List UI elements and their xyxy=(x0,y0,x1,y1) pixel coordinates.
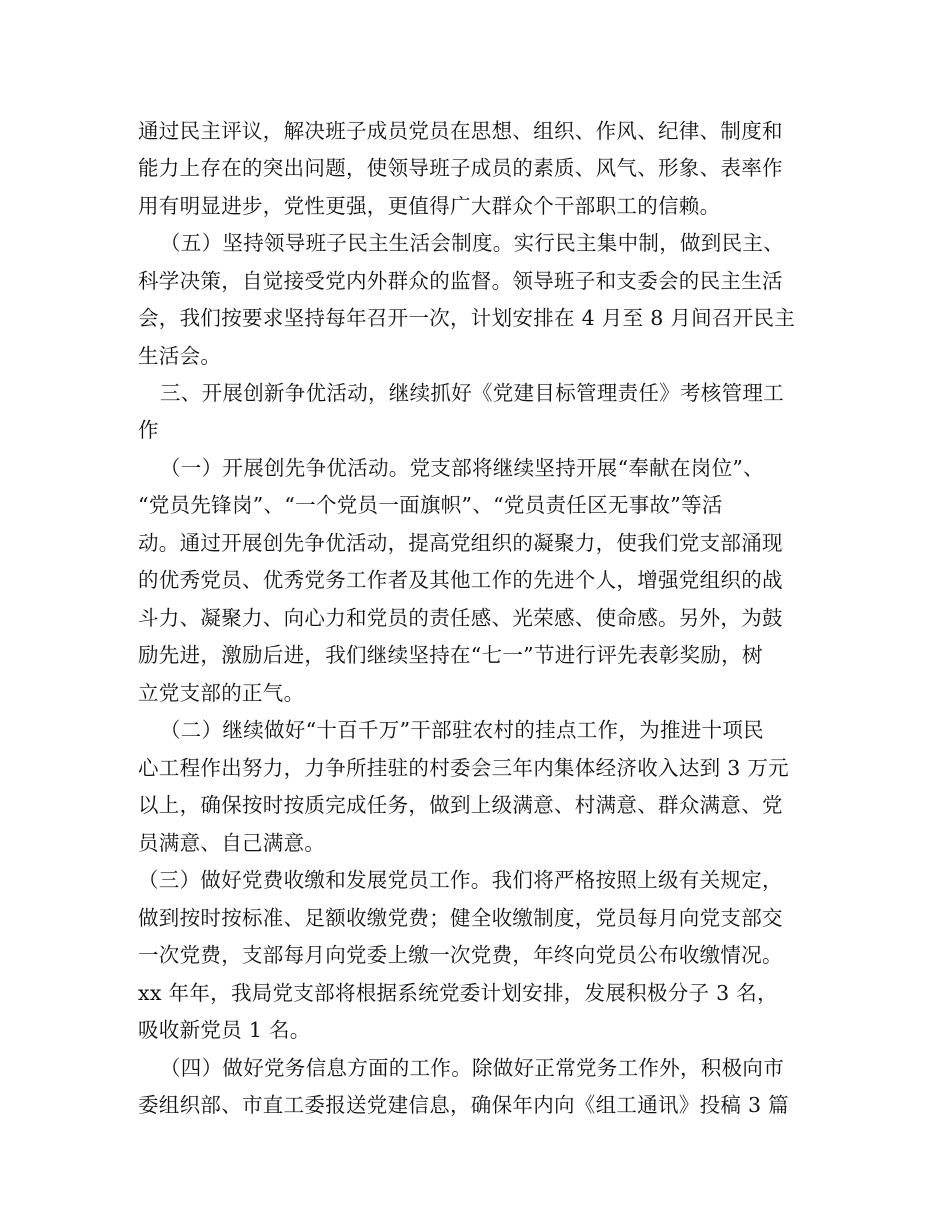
text-line-2: 能力上存在的突出问题，使领导班子成员的素质、风气、形象、表率作 xyxy=(138,156,783,180)
text-line-13: 的优秀党员、优秀党务工作者及其他工作的先进个人，增强党组织的战 xyxy=(138,568,783,592)
text-line-20: 员满意、自己满意。 xyxy=(138,831,326,855)
text-line-23: 一次党费，支部每月向党委上缴一次党费，年终向党员公布收缴情况。 xyxy=(138,943,783,967)
text-line-25: 吸收新党员 1 名。 xyxy=(138,1018,311,1042)
text-line-12: 动。通过开展创先争优活动，提高党组织的凝聚力，使我们党支部涌现 xyxy=(138,531,783,555)
text-line-19: 以上，确保按时按质完成任务，做到上级满意、村满意、群众满意、党 xyxy=(138,793,783,817)
text-line-1: 通过民主评议，解决班子成员党员在思想、组织、作风、纪律、制度和 xyxy=(138,119,783,143)
section-heading-3-cont: 作 xyxy=(138,418,159,442)
text-line-18: 心工程作出努力，力争所挂驻的村委会三年内集体经济收入达到 3 万元 xyxy=(138,756,789,780)
text-line-26: （四）做好党务信息方面的工作。除做好正常党务工作外，积极向市 xyxy=(160,1056,784,1080)
text-line-3: 用有明显进步，党性更强，更值得广大群众个干部职工的信赖。 xyxy=(138,194,721,218)
text-line-24: xx 年年，我局党支部将根据系统党委计划安排，发展积极分子 3 名， xyxy=(138,981,778,1005)
text-line-15: 励先进，激励后进，我们继续坚持在“七一”节进行评先表彰奖励，树 xyxy=(138,643,763,667)
section-heading-3: 三、开展创新争优活动，继续抓好《党建目标管理责任》考核管理工 xyxy=(160,381,784,405)
text-line-7: 生活会。 xyxy=(138,344,222,368)
text-line-11: “党员先锋岗”、“一个党员一面旗帜”、“党员责任区无事故”等活 xyxy=(138,493,723,517)
text-line-6: 会，我们按要求坚持每年召开一次，计划安排在 4 月至 8 月间召开民主 xyxy=(138,306,796,330)
text-line-22: 做到按时按标准、足额收缴党费；健全收缴制度，党员每月向党支部交 xyxy=(138,906,783,930)
text-line-14: 斗力、凝聚力、向心力和党员的责任感、光荣感、使命感。另外，为鼓 xyxy=(138,606,783,630)
text-line-27: 委组织部、市直工委报送党建信息，确保年内向《组工通讯》投稿 3 篇 xyxy=(138,1093,789,1117)
text-line-16: 立党支部的正气。 xyxy=(138,681,305,705)
text-line-21: （三）做好党费收缴和发展党员工作。我们将严格按照上级有关规定， xyxy=(138,868,783,892)
text-line-10: （一）开展创先争优活动。党支部将继续坚持开展“奉献在岗位”、 xyxy=(160,456,764,480)
text-line-17: （二）继续做好“十百千万”干部驻农村的挂点工作，为推进十项民 xyxy=(160,718,764,742)
text-line-5: 科学决策，自觉接受党内外群众的监督。领导班子和支委会的民主生活 xyxy=(138,269,783,293)
text-line-4: （五）坚持领导班子民主生活会制度。实行民主集中制，做到民主、 xyxy=(160,231,784,255)
